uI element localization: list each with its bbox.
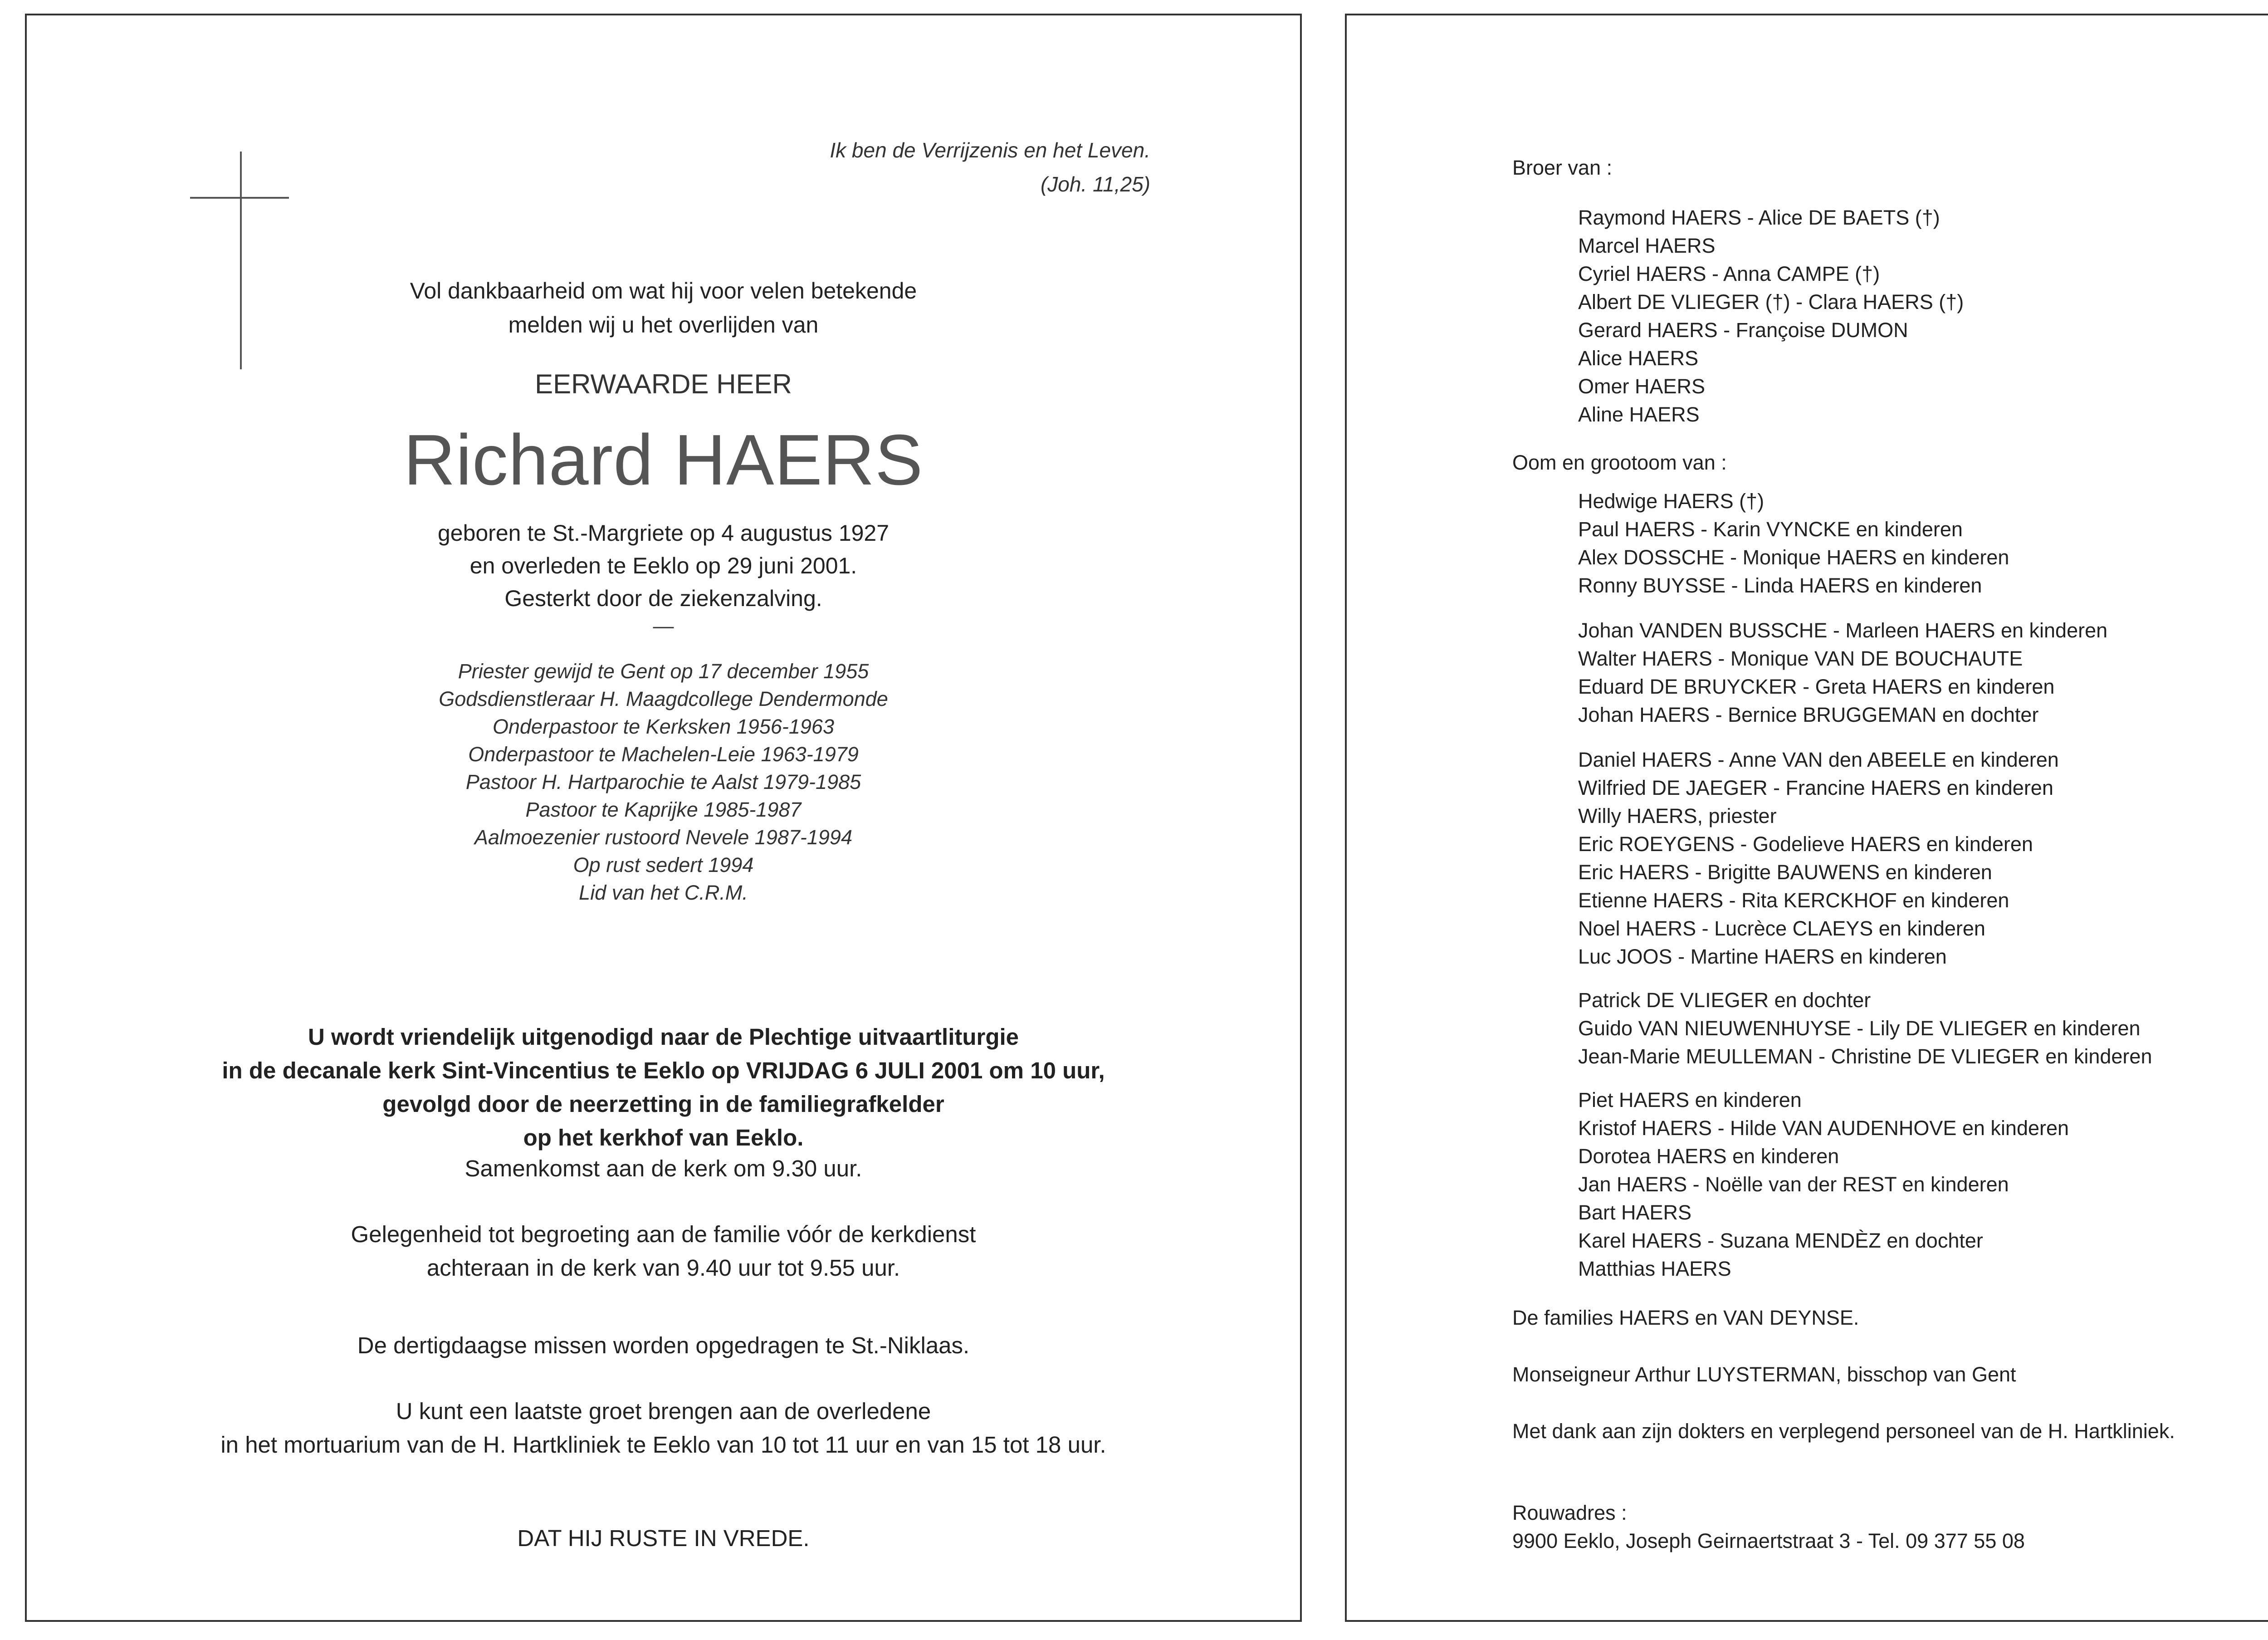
list-item: Albert DE VLIEGER (†) - Clara HAERS (†) bbox=[1578, 290, 1964, 313]
list-item: Aline HAERS bbox=[1578, 403, 1700, 426]
list-item: Dorotea HAERS en kinderen bbox=[1578, 1145, 1839, 1168]
broer-list bbox=[1578, 204, 1964, 429]
right-panel bbox=[1345, 14, 2268, 1622]
mortuary-info bbox=[27, 1395, 1300, 1462]
closing-prayer: DAT HIJ RUSTE IN VREDE. bbox=[517, 1525, 810, 1551]
birth-line: geboren te St.-Margriete op 4 augustus 1927 bbox=[437, 520, 890, 546]
list-item: Kristof HAERS - Hilde VAN AUDENHOVE en kinderen bbox=[1578, 1116, 2069, 1140]
list-item: Ronny BUYSSE - Linda HAERS en kinderen bbox=[1578, 574, 1982, 597]
thanks-line: Met dank aan zijn dokters en verplegend personeel van de H. Hartkliniek. bbox=[1512, 1420, 2175, 1443]
list-item: Gerard HAERS - Françoise DUMON bbox=[1578, 318, 1908, 342]
career-item: Pastoor H. Hartparochie te Aalst 1979-1985 bbox=[465, 770, 861, 793]
families-line: De families HAERS en VAN DEYNSE. bbox=[1512, 1306, 1859, 1329]
list-item: Karel HAERS - Suzana MENDÈZ en dochter bbox=[1578, 1229, 1983, 1252]
oom-group bbox=[1578, 746, 2059, 971]
list-item: Alex DOSSCHE - Monique HAERS en kinderen bbox=[1578, 546, 2009, 569]
list-item: Eduard DE BRUYCKER - Greta HAERS en kinderen bbox=[1578, 675, 2055, 698]
list-item: Marcel HAERS bbox=[1578, 234, 1716, 257]
list-item: Guido VAN NIEUWENHUYSE - Lily DE VLIEGER en kinderen bbox=[1578, 1017, 2141, 1040]
invitation-line: gevolgd door de neerzetting in de familiegrafkelder bbox=[382, 1091, 944, 1117]
career-item: Aalmoezenier rustoord Nevele 1987-1994 bbox=[474, 826, 852, 849]
life-dates bbox=[27, 517, 1300, 615]
list-item: Alice HAERS bbox=[1578, 347, 1699, 370]
oom-group bbox=[1578, 986, 2152, 1071]
condolence-line: achteraan in de kerk van 9.40 uur tot 9.55 uur. bbox=[426, 1255, 900, 1281]
invitation-line: U wordt vriendelijk uitgenodigd naar de Plechtige uitvaartliturgie bbox=[308, 1024, 1019, 1050]
gathering-time: Samenkomst aan de kerk om 9.30 uur. bbox=[464, 1155, 862, 1181]
condolence-info bbox=[27, 1218, 1300, 1285]
list-item: Eric ROEYGENS - Godelieve HAERS en kinderen bbox=[1578, 832, 2033, 856]
list-item: Bart HAERS bbox=[1578, 1201, 1692, 1224]
list-item: Jean-Marie MEULLEMAN - Christine DE VLIEGER en kinderen bbox=[1578, 1045, 2152, 1068]
list-item: Wilfried DE JAEGER - Francine HAERS en kinderen bbox=[1578, 776, 2053, 799]
list-item: Johan HAERS - Bernice BRUGGEMAN en dochter bbox=[1578, 703, 2039, 726]
mortuary-line: in het mortuarium van de H. Hartkliniek te Eeklo van 10 tot 11 uur en van 15 tot 18 uur. bbox=[220, 1432, 1106, 1458]
oom-group bbox=[1578, 617, 2107, 729]
career-item: Lid van het C.R.M. bbox=[579, 881, 748, 904]
career-item: Onderpastoor te Machelen-Leie 1963-1979 bbox=[468, 743, 859, 766]
career-item: Op rust sedert 1994 bbox=[573, 853, 754, 876]
bible-quote bbox=[830, 133, 1150, 201]
funeral-invitation bbox=[27, 1020, 1300, 1155]
list-item: Jan HAERS - Noëlle van der REST en kinderen bbox=[1578, 1173, 2009, 1196]
list-item: Noel HAERS - Lucrèce CLAEYS en kinderen bbox=[1578, 917, 1985, 940]
career-item: Godsdienstleraar H. Maagdcollege Dendermonde bbox=[439, 687, 888, 710]
list-item: Raymond HAERS - Alice DE BAETS (†) bbox=[1578, 206, 1940, 229]
list-item: Daniel HAERS - Anne VAN den ABEELE en kinderen bbox=[1578, 748, 2059, 771]
list-item: Willy HAERS, priester bbox=[1578, 804, 1777, 827]
list-item: Paul HAERS - Karin VYNCKE en kinderen bbox=[1578, 518, 1963, 541]
bishop-line: Monseigneur Arthur LUYSTERMAN, bisschop van Gent bbox=[1512, 1363, 2016, 1386]
career-item: Pastoor te Kaprijke 1985-1987 bbox=[525, 798, 802, 821]
list-item: Luc JOOS - Martine HAERS en kinderen bbox=[1578, 945, 1947, 968]
honorific-title: EERWAARDE HEER bbox=[535, 369, 792, 399]
list-item: Cyriel HAERS - Anna CAMPE (†) bbox=[1578, 262, 1880, 285]
list-item: Walter HAERS - Monique VAN DE BOUCHAUTE bbox=[1578, 647, 2023, 670]
left-panel bbox=[25, 14, 1302, 1622]
separator-dash: — bbox=[653, 614, 674, 637]
list-item: Hedwige HAERS (†) bbox=[1578, 490, 1765, 513]
death-line: en overleden te Eeklo op 29 juni 2001. bbox=[469, 553, 857, 578]
list-item: Eric HAERS - Brigitte BAUWENS en kinderen bbox=[1578, 861, 1992, 884]
intro-line: Vol dankbaarheid om wat hij voor velen betekende bbox=[410, 278, 917, 304]
oom-heading: Oom en grootoom van : bbox=[1512, 451, 1727, 474]
rouwadres-value: 9900 Eeklo, Joseph Geirnaertstraat 3 - Tel. 09 377 55 08 bbox=[1512, 1529, 2025, 1552]
career-item: Onderpastoor te Kerksken 1956-1963 bbox=[493, 715, 834, 738]
list-item: Piet HAERS en kinderen bbox=[1578, 1088, 1802, 1111]
sacrament-line: Gesterkt door de ziekenzalving. bbox=[504, 586, 822, 611]
quote-line: Ik ben de Verrijzenis en het Leven. bbox=[830, 138, 1150, 162]
mourning-address bbox=[1512, 1499, 2025, 1555]
rouwadres-label: Rouwadres : bbox=[1512, 1501, 1627, 1524]
list-item: Omer HAERS bbox=[1578, 375, 1706, 398]
condolence-line: Gelegenheid tot begroeting aan de familie vóór de kerkdienst bbox=[351, 1221, 976, 1247]
invitation-line: op het kerkhof van Eeklo. bbox=[523, 1125, 804, 1150]
list-item: Johan VANDEN BUSSCHE - Marleen HAERS en kinderen bbox=[1578, 619, 2108, 642]
list-item: Patrick DE VLIEGER en dochter bbox=[1578, 989, 1871, 1012]
career-item: Priester gewijd te Gent op 17 december 1955 bbox=[458, 660, 869, 683]
quote-reference: (Joh. 11,25) bbox=[1040, 172, 1150, 196]
deceased-name: Richard HAERS bbox=[403, 420, 924, 500]
mortuary-line: U kunt een laatste groet brengen aan de overledene bbox=[396, 1398, 931, 1424]
career-list bbox=[27, 657, 1300, 906]
list-item: Etienne HAERS - Rita KERCKHOF en kinderen bbox=[1578, 889, 2009, 912]
oom-group bbox=[1578, 1086, 2069, 1283]
cross-icon-bar bbox=[190, 197, 289, 199]
oom-group bbox=[1578, 487, 2009, 600]
intro-text bbox=[27, 274, 1300, 342]
list-item: Matthias HAERS bbox=[1578, 1257, 1731, 1280]
intro-line: melden wij u het overlijden van bbox=[508, 312, 819, 338]
masses-info: De dertigdaagse missen worden opgedragen te St.-Niklaas. bbox=[357, 1332, 970, 1358]
invitation-line: in de decanale kerk Sint-Vincentius te Eeklo op VRIJDAG 6 JULI 2001 om 10 uur, bbox=[222, 1057, 1105, 1083]
broer-heading: Broer van : bbox=[1512, 156, 1613, 179]
